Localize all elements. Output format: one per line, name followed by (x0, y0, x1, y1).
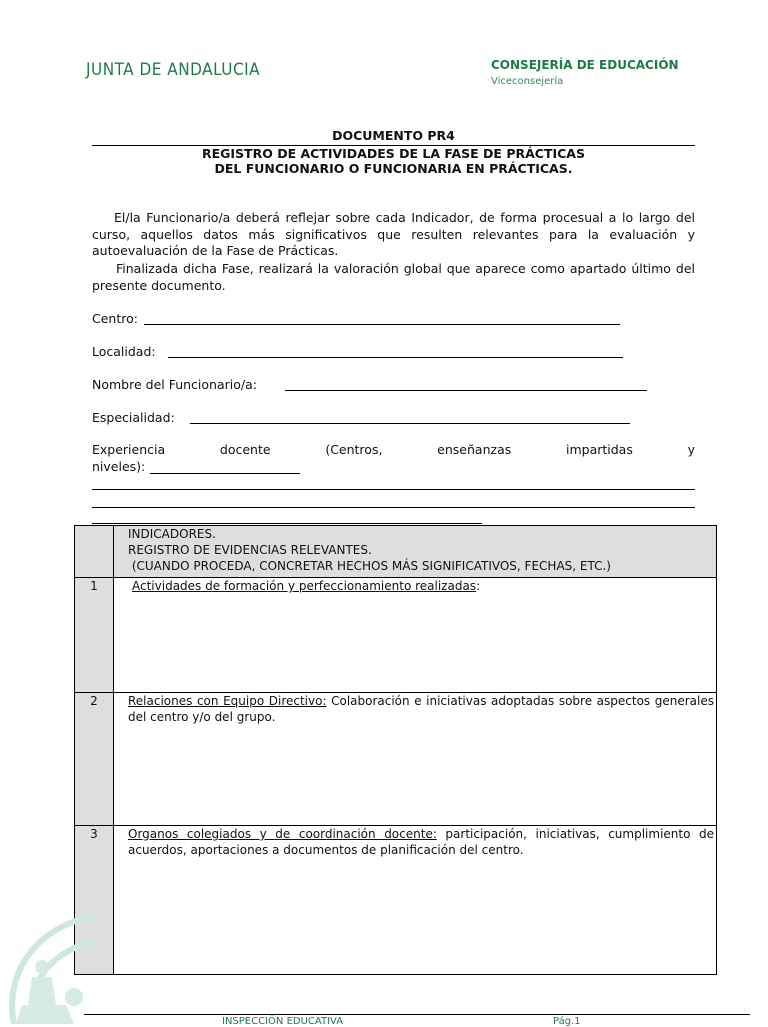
field-localidad-label: Localidad: (92, 344, 160, 359)
intro-paragraph-1: El/la Funcionario/a deberá reflejar sobre cada Indicador, de forma procesual a lo largo del curso, aquellos datos más significativos que resulten relevantes para la evaluación y autoevaluación de la Fase de Prácticas. (92, 210, 695, 258)
row-number: 1 (75, 578, 114, 693)
field-centro-label: Centro: (92, 311, 138, 326)
row-number: 3 (75, 826, 114, 975)
andalucia-emblem-watermark-icon (4, 905, 100, 1024)
row-number: 2 (75, 693, 114, 826)
table-header-line-3: (CUANDO PROCEDA, CONCRETAR HECHOS MÁS SIGNIFICATIVOS, FECHAS, ETC.) (128, 559, 611, 573)
footer-rule (84, 1014, 750, 1015)
document-code-title: DOCUMENTO PR4 (92, 127, 695, 146)
consejeria-logo-title: CONSEJERÍA DE EDUCACIÓN (491, 58, 679, 72)
table-header-line-1: INDICADORES. (128, 527, 216, 541)
row-title: Organos colegiados y de coordinación docente: (128, 827, 437, 841)
document-subtitle-2: DEL FUNCIONARIO O FUNCIONARIA EN PRÁCTICAS. (214, 161, 573, 176)
table-header-num-cell (75, 526, 114, 578)
row-content[interactable] (114, 826, 717, 975)
indicators-table (74, 525, 717, 975)
row-title: Actividades de formación y perfeccionamiento realizadas (132, 579, 477, 593)
row-text: : (476, 579, 481, 593)
field-experiencia-label-2: niveles): (92, 459, 146, 474)
row-content[interactable] (114, 578, 717, 693)
table-header-cell (114, 526, 717, 578)
field-centro-line[interactable] (144, 324, 620, 325)
field-experiencia-line-1[interactable] (92, 489, 695, 490)
document-subtitle-1: REGISTRO DE ACTIVIDADES DE LA FASE DE PRÁCTICAS (201, 146, 585, 161)
field-especialidad-line[interactable] (190, 423, 630, 424)
field-localidad-line[interactable] (168, 357, 623, 358)
table-row (75, 826, 717, 975)
row-content[interactable] (114, 693, 717, 826)
table-row (75, 693, 717, 826)
field-nombre-line[interactable] (285, 390, 647, 391)
field-experiencia-line-0[interactable] (150, 473, 300, 474)
row-title: Relaciones con Equipo Directivo: (128, 694, 327, 708)
row-text: participación, iniciativas, cumplimiento de acuerdos, aportaciones a documentos de planificación del centro. (128, 827, 714, 857)
intro-paragraph-2: Finalizada dicha Fase, realizará la valoración global que aparece como apartado último del presente documento. (92, 261, 695, 293)
junta-de-andalucia-logo: JUNTA DE ANDALUCIA (86, 60, 261, 80)
footer-page-number: Pág.1 (553, 1016, 581, 1027)
row-text: Colaboración e iniciativas adoptadas sobre aspectos generales del centro y/o del grupo. (128, 694, 714, 724)
field-experiencia-line-3[interactable] (92, 523, 482, 524)
consejeria-logo-subtitle: Viceconsejería (491, 76, 564, 87)
footer-department: INSPECCIÓN EDUCATIVA (222, 1016, 344, 1027)
field-experiencia-line-2[interactable] (92, 507, 695, 508)
table-header-row (75, 526, 717, 578)
table-row (75, 578, 717, 693)
table-header-line-2: REGISTRO DE EVIDENCIAS RELEVANTES. (128, 543, 372, 557)
field-especialidad-label: Especialidad: (92, 410, 179, 425)
field-nombre-label: Nombre del Funcionario/a: (92, 377, 261, 392)
field-experiencia-label-1: Experiencia docente (Centros, enseñanzas impartidas y (92, 442, 695, 457)
